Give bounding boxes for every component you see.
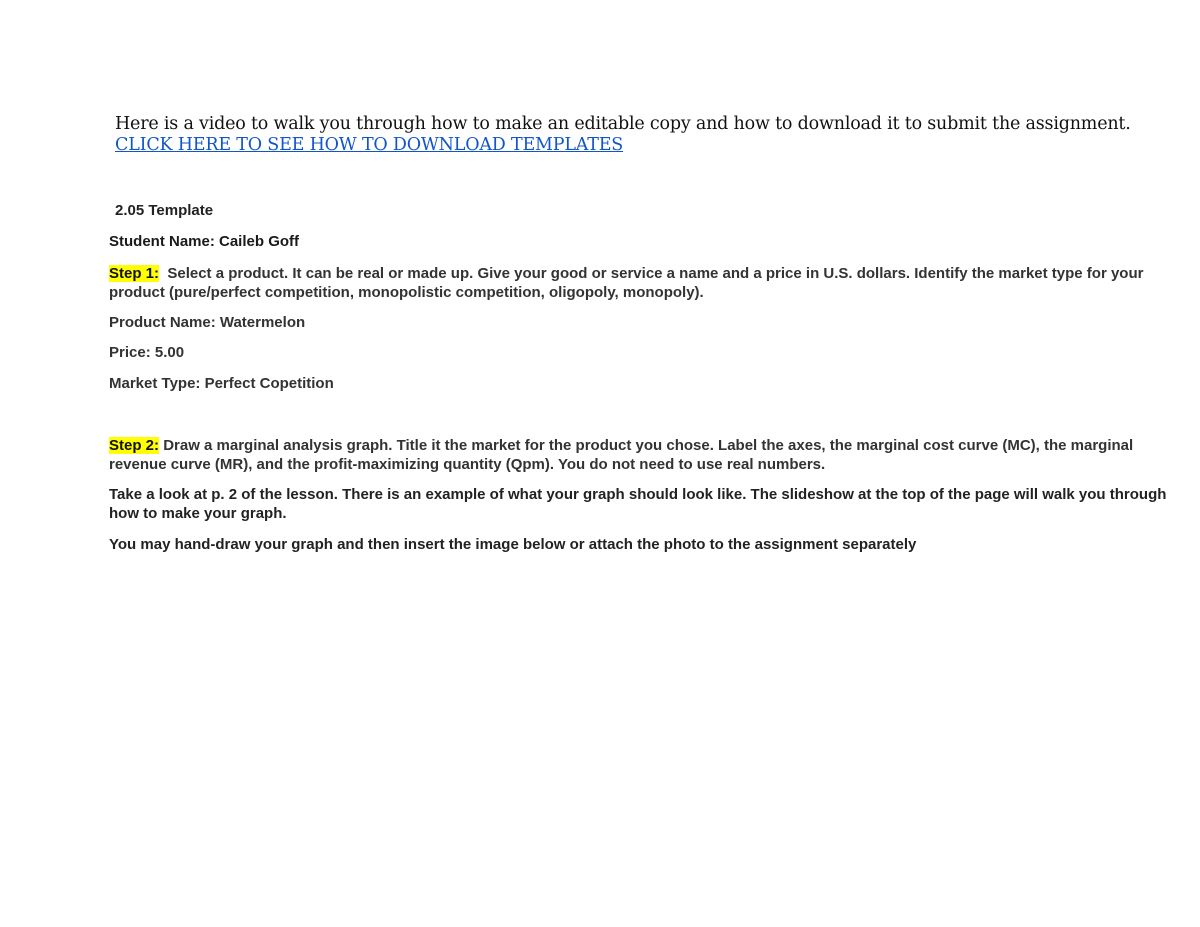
step1-text: Select a product. It can be real or made up. Give your good or service a name and a price in U.S. dollars. Identify the market type for your product (pure/perfect competition, monopolistic competition, oligopoly, monopoly). (109, 265, 1144, 301)
template-title: 2.05 Template (115, 202, 214, 219)
step2-text: Draw a marginal analysis graph. Title it the market for the product you chose. Label the axes, the marginal cost curve (MC), the marginal revenue curve (MR), and the profit-maximizing quantity (Qpm). You do not need to use real numbers. (109, 437, 1134, 473)
step1-label: Step 1: (109, 265, 160, 282)
step1-paragraph (109, 264, 1179, 302)
lesson-reference-paragraph: Take a look at p. 2 of the lesson. There is an example of what your graph should look like. The slideshow at the top of the page will walk you through how to make your graph. (109, 486, 1167, 522)
price: Price: 5.00 (109, 344, 185, 361)
intro-text: Here is a video to walk you through how to make an editable copy and how to download it to submit the assignment. (115, 114, 1131, 134)
intro-paragraph (115, 114, 1185, 156)
student-name: Student Name: Caileb Goff (109, 233, 300, 250)
step2-paragraph (109, 436, 1179, 474)
download-templates-link[interactable]: CLICK HERE TO SEE HOW TO DOWNLOAD TEMPLATES (115, 135, 624, 155)
market-type: Market Type: Perfect Copetition (109, 375, 334, 392)
product-name: Product Name: Watermelon (109, 314, 306, 331)
step2-label: Step 2: (109, 437, 160, 454)
hand-draw-instructions: You may hand-draw your graph and then insert the image below or attach the photo to the assignment separately (109, 536, 917, 553)
